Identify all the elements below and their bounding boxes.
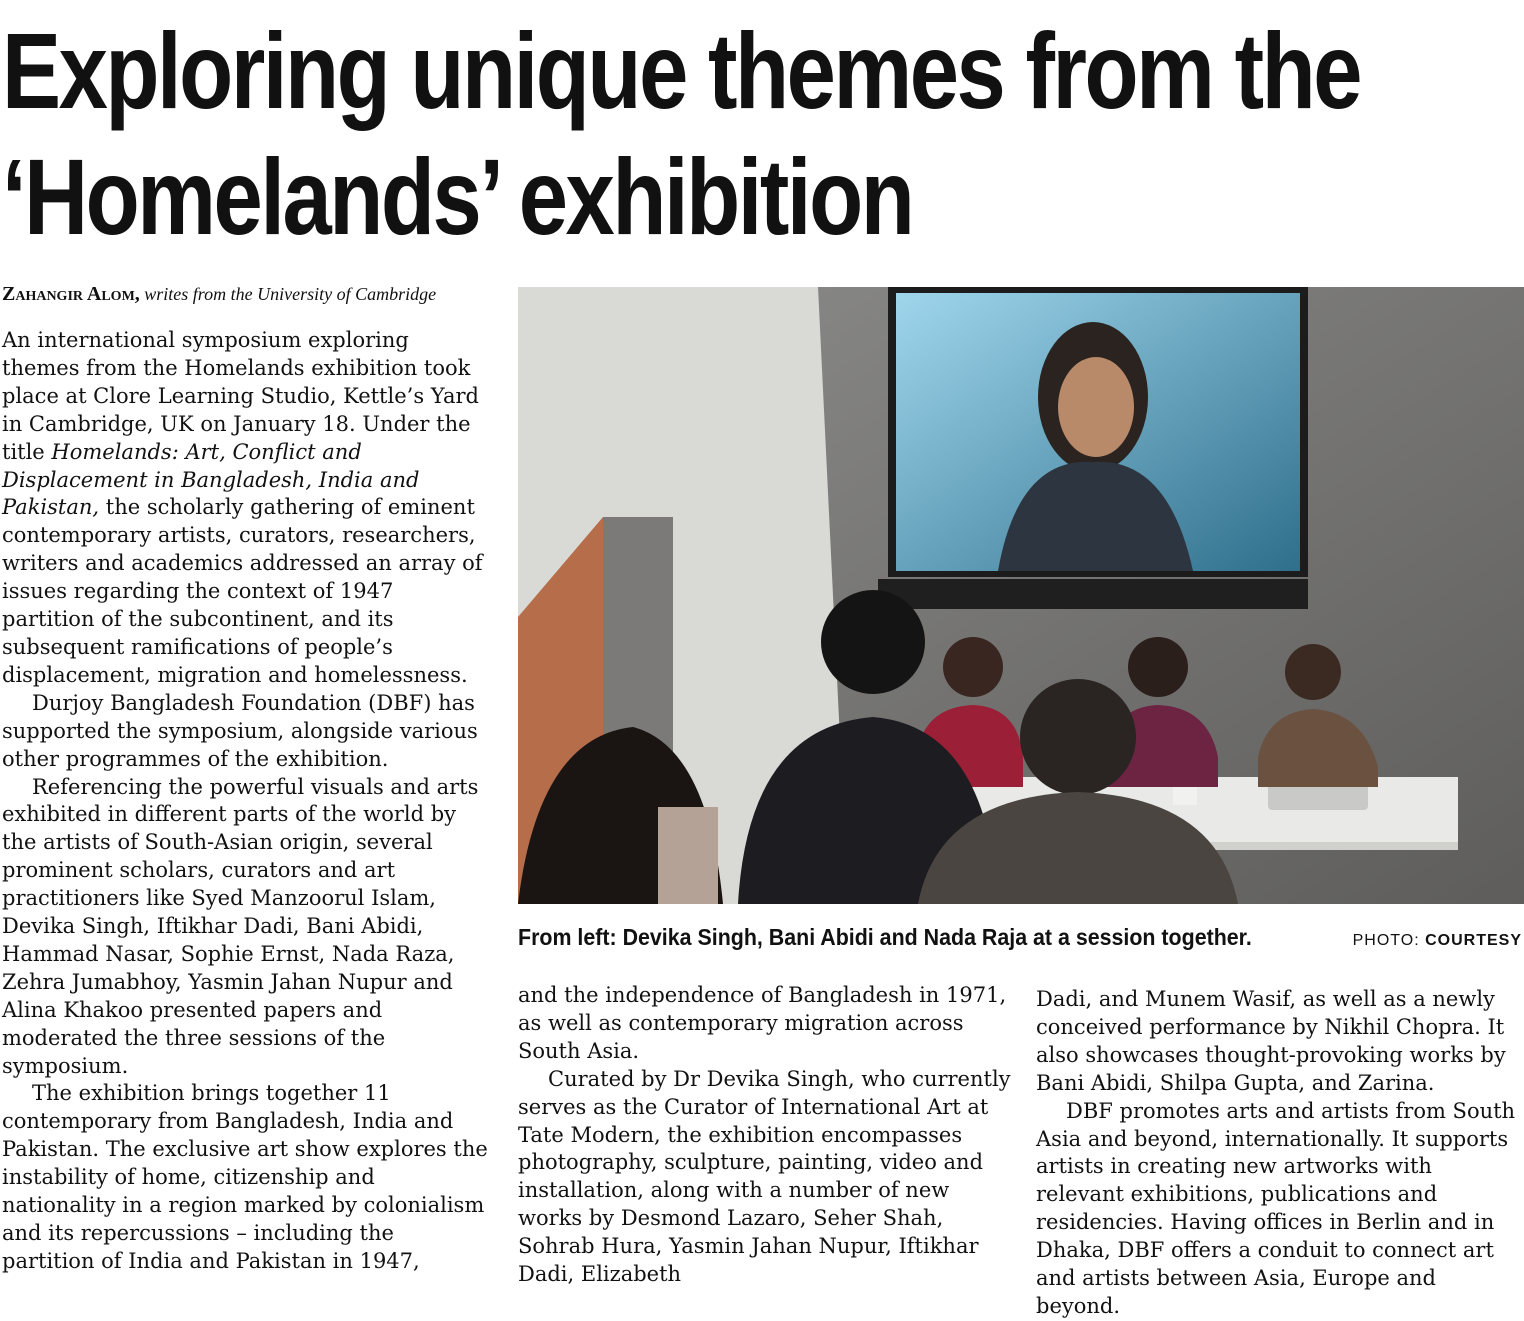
byline-affiliation: writes from the University of Cambridge — [144, 284, 437, 304]
byline — [2, 283, 436, 306]
paragraph-1 — [2, 327, 492, 690]
paragraph-4: The exhibition brings together 11 contemporary from Bangladesh, India and Pakistan. The exclusive art show explores the instability of home, citizenship and nationality in a region marked by colonialism and its repercussions – including the partition of India and Pakistan in 1947, — [2, 1081, 488, 1273]
photo-credit — [1353, 932, 1522, 950]
paragraph-1-text-a: An international symposium exploring themes from the Homelands exhibition took place at Clore Learning Studio, Kettle’s Yard in Cambridge, UK on January 18. Under the title — [2, 328, 480, 464]
headline — [2, 8, 1361, 260]
photo-credit-value: COURTESY — [1425, 932, 1522, 949]
article-photo — [518, 287, 1524, 904]
photo-illustration — [518, 287, 1524, 904]
paragraph-2: Durjoy Bangladesh Foundation (DBF) has supported the symposium, alongside various other programmes of the exhibition. — [2, 690, 478, 771]
paragraph-5-continued: Dadi, and Munem Wasif, as well as a newly conceived performance by Nikhil Chopra. It also showcases thought-provoking works by Bani Abidi, Shilpa Gupta, and Zarina. — [1036, 987, 1506, 1095]
headline-line-2: ‘Homelands’ exhibition — [2, 136, 913, 257]
byline-author: Zahangir Alom, — [2, 283, 140, 305]
article-column-1 — [2, 327, 492, 1276]
paragraph-4-continued: and the independence of Bangladesh in 1971, as well as contemporary migration across South Asia. — [518, 983, 1007, 1063]
symposium-title: Homelands: Art, Conflict and Displacement in Bangladesh, India and Pakistan, — [2, 439, 420, 520]
paragraph-1-text-b: the scholarly gathering of eminent contemporary artists, curators, researchers, writers and academics addressed an array of issues regarding the context of 1947 partition of the subcontinent, and its subsequent ramifications of people’s displacement, migration and homelessness. — [2, 495, 483, 687]
paragraph-5: Curated by Dr Devika Singh, who currently serves as the Curator of International Art at Tate Modern, the exhibition encompasses photography, sculpture, painting, video and installation, along with a number of new works by Desmond Lazaro, Seher Shah, Sohrab Hura, Yasmin Jahan Nupur, Iftikhar Dadi, Elizabeth — [518, 1066, 1011, 1287]
photo-credit-label: PHOTO: — [1352, 932, 1420, 949]
article-column-2 — [518, 982, 1013, 1289]
paragraph-3: Referencing the powerful visuals and arts exhibited in different parts of the world by the artists of South-Asian origin, several prominent scholars, curators and art practitioners like Syed Manzoorul Islam, Devika Singh, Iftikhar Dadi, Bani Abidi, Hammad Nasar, Sophie Ernst, Nada Raza, Zehra Jumabhoy, Yasmin Jahan Nupur and Alina Khakoo presented papers and moderated the three sessions of the symposium. — [2, 774, 479, 1078]
photo-caption: From left: Devika Singh, Bani Abidi and Nada Raja at a session together. — [518, 924, 1252, 950]
article-column-3 — [1036, 986, 1520, 1321]
paragraph-6: DBF promotes arts and artists from South Asia and beyond, internationally. It supports artists in creating new artworks with relevant exhibitions, publications and residencies. Having offices in Berlin and in Dhaka, DBF offers a conduit to connect art and artists between Asia, Europe and beyond. — [1036, 1098, 1516, 1318]
headline-line-1: Exploring unique themes from the — [2, 10, 1361, 131]
